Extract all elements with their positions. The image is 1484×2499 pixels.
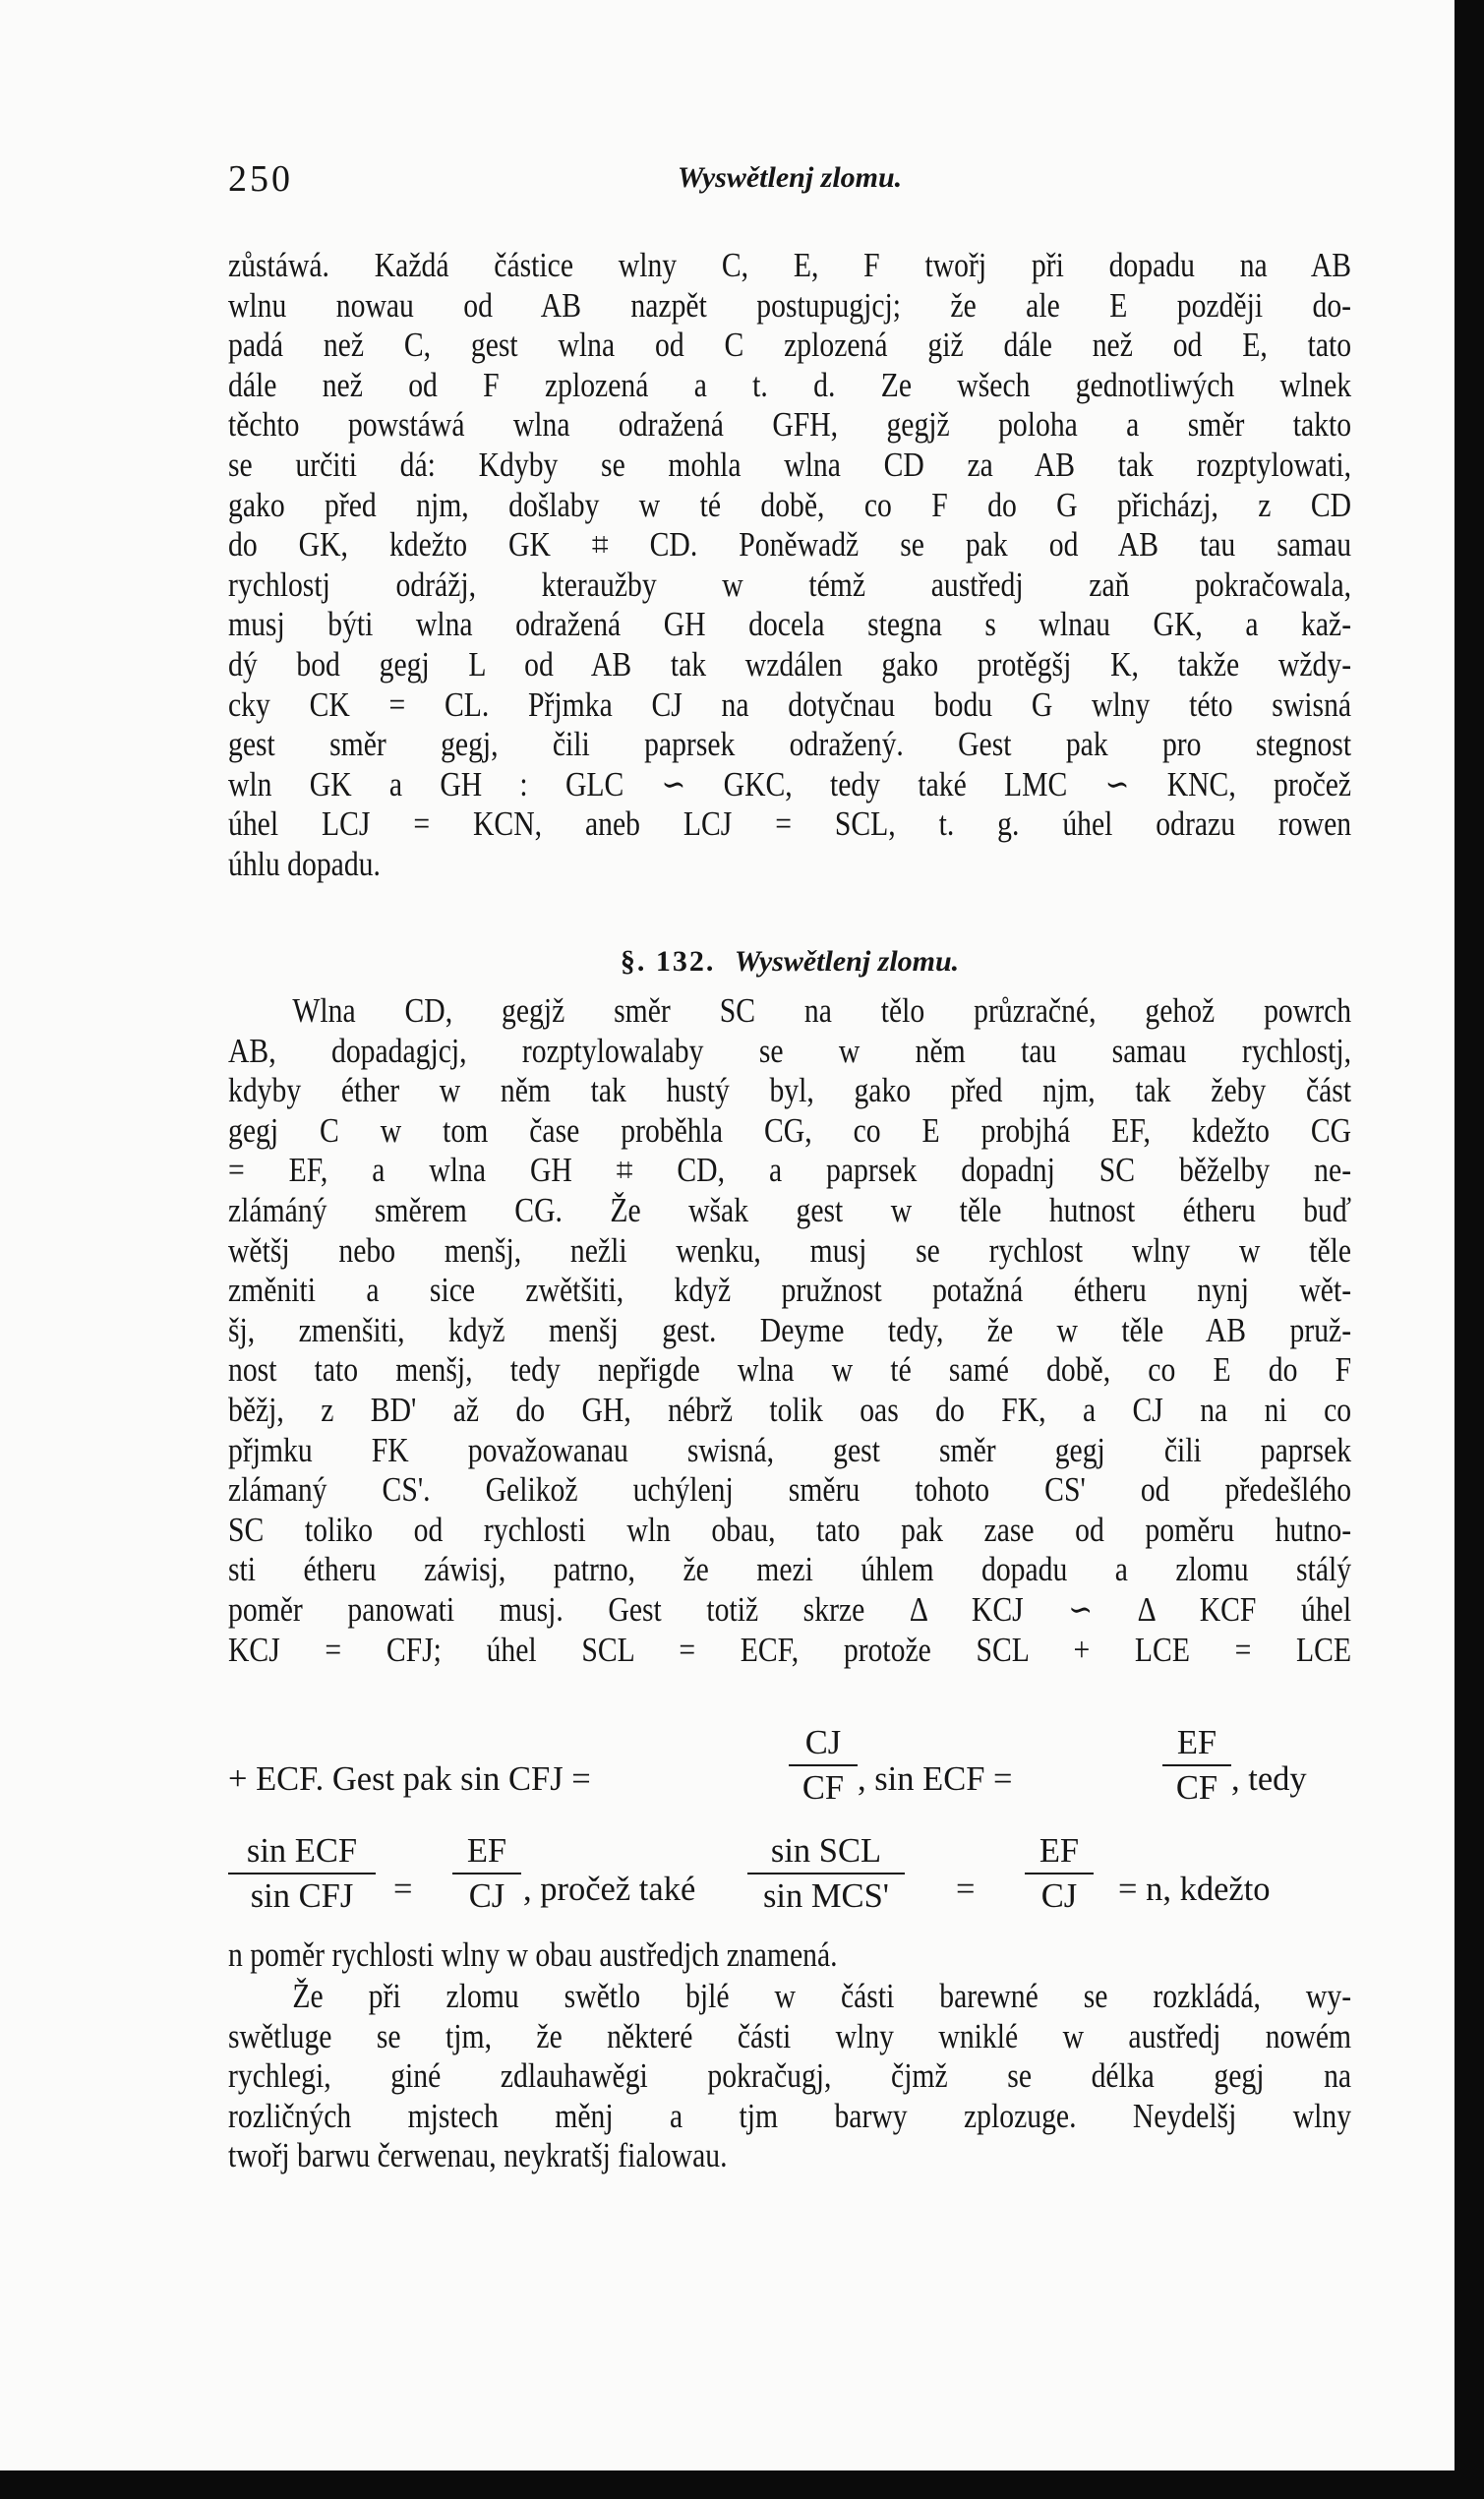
text-line: padá než C, gest wlna od C zplozená giž dále než od E, tato (228, 327, 1352, 365)
text-line: poměr panowati musj. Gest totiž skrze Δ KCJ ∽ Δ KCF úhel (228, 1590, 1352, 1629)
section-number: §. 132. (620, 945, 716, 978)
section-title: Wyswětlenj zlomu. (734, 945, 960, 978)
fraction (452, 1831, 521, 1916)
text-line: změniti a sice zwětšiti, když pružnost potažná étheru nynj wět- (228, 1272, 1352, 1310)
paragraph-reflection (228, 246, 1351, 885)
text-line: šj, zmenšiti, když menšj gest. Deyme tedy, že w těle AB pruž- (228, 1311, 1352, 1349)
paragraph-dispersion (228, 1977, 1351, 2176)
text-line: rychlostj odrážj, kteraužby w témž austředj zaň pokračowala, (228, 565, 1352, 604)
text-line: KCJ = CFJ; úhel SCL = ECF, protože SCL + LCE = LCE (228, 1631, 1352, 1669)
formula-text: + ECF. Gest pak sin CFJ = (228, 1760, 591, 1798)
formula-text: = (393, 1871, 413, 1908)
text-line: sti étheru záwisj, patrno, že mezi úhlem dopadu a zlomu stálý (228, 1551, 1352, 1589)
text-line: Wlna CD, gegjž směr SC na tělo průzračné, gehož powrch (292, 992, 1352, 1030)
fraction-numerator: sin ECF (246, 1832, 358, 1870)
text-line: wětšj nebo menšj, nežli wenku, musj se rychlost wlny w těle (228, 1231, 1352, 1270)
text-line: rozličných mjstech měnj a tjm barwy zplozuge. Neydelšj wlny (228, 2097, 1352, 2135)
text-line: cky CK = CL. Přjmka CJ na dotyčnau bodu G wlny této swisná (228, 685, 1352, 724)
text-line: gegj C w tom čase proběhla CG, co E probjhá EF, kdežto CG (228, 1111, 1352, 1150)
fraction (228, 1831, 376, 1916)
fraction-denominator: CJ (468, 1877, 505, 1915)
fraction (789, 1723, 858, 1808)
paragraph-ratio-note (228, 1935, 1351, 1976)
text-line: wlnu nowau od AB nazpět postupugjcj; že ale E později do- (228, 286, 1352, 325)
formula-text: = (956, 1871, 976, 1908)
text-line: kdyby éther w něm tak hustý byl, gako před njm, tak žeby část (228, 1072, 1352, 1110)
text-line: nost tato menšj, tedy nepřigde wlna w té samé době, co E do F (228, 1351, 1352, 1390)
fraction-bar (789, 1764, 858, 1766)
text-line: běžj, z BD' až do GH, nébrž tolik oas do FK, a CJ na ni co (228, 1391, 1352, 1429)
text-line: zlámáný směrem CG. Že wšak gest w těle hutnost étheru buď (228, 1191, 1352, 1229)
text-line: dý bod gegj L od AB tak wzdálen gako protěgšj K, takže wždy- (228, 645, 1352, 684)
text-line: dále než od F zplozená a t. d. Ze wšech gednotliwých wlnek (228, 366, 1352, 404)
section-heading (228, 945, 1351, 979)
text-line: gest směr gegj, čili paprsek odražený. Gest pak pro stegnost (228, 726, 1352, 764)
text-line: úhlu dopadu. (228, 845, 381, 883)
text-line: twořj barwu čerwenau, neykratšj fialowau. (228, 2137, 728, 2175)
text-line: AB, dopadagjcj, rozptylowalaby se w něm tau samau rychlostj, (228, 1032, 1352, 1070)
text-line: Že při zlomu swětlo bjlé w části barewné se rozkládá, wy- (292, 1978, 1352, 2015)
text-line: SC toliko od rychlosti wln obau, tato pak zase od poměru hutno- (228, 1511, 1352, 1549)
fraction (747, 1831, 905, 1916)
fraction-numerator: EF (1039, 1832, 1080, 1870)
fraction-denominator: sin CFJ (250, 1877, 354, 1915)
text-line: přjmku FK považowanau swisná, gest směr gegj čili paprsek (228, 1431, 1352, 1469)
scan-border-bottom (0, 2470, 1484, 2499)
fraction (1162, 1723, 1231, 1808)
scan-border-right (1454, 0, 1484, 2499)
fraction-denominator: CJ (1040, 1877, 1078, 1915)
page-number: 250 (228, 158, 293, 200)
fraction-bar (228, 1873, 376, 1874)
fraction-numerator: sin SCL (770, 1832, 882, 1870)
text-line: zůstáwá. Každá částice wlny C, E, F twořj při dopadu na AB (228, 247, 1352, 284)
text-line: se určiti dá: Kdyby se mohla wlna CD za AB tak rozptylowati, (228, 446, 1352, 484)
fraction (1025, 1831, 1094, 1916)
page-header (228, 157, 1351, 207)
formula-refraction-ratio (228, 1831, 1351, 1949)
text-line: wln GK a GH : GLC ∽ GKC, tedy také LMC ∽ KNC, pročež (228, 765, 1352, 803)
formula-sine-definitions (228, 1723, 1351, 1841)
text-line: zlámaný CS'. Gelikož uchýlenj směru tohoto CS' od předešlého (228, 1471, 1352, 1510)
fraction-bar (452, 1873, 521, 1874)
formula-text: = n, kdežto (1118, 1871, 1271, 1908)
fraction-bar (1025, 1873, 1094, 1874)
formula-text: , pročež také (523, 1871, 696, 1908)
running-head: Wyswětlenj zlomu. (677, 161, 903, 194)
text-line: musj býti wlna odražená GH docela stegna s wlnau GK, a kaž- (228, 606, 1352, 644)
fraction-numerator: CJ (804, 1724, 842, 1761)
fraction-denominator: sin MCS' (763, 1877, 889, 1915)
fraction-denominator: CF (1175, 1769, 1218, 1807)
formula-text: , sin ECF = (858, 1760, 1013, 1798)
text-line: rychlegi, giné zdlauhawěgi pokračugj, čjmž se délka gegj na (228, 2057, 1352, 2096)
fraction-numerator: EF (1176, 1724, 1217, 1761)
paragraph-refraction (228, 991, 1351, 1670)
text-line: = EF, a wlna GH ⌗ CD, a paprsek dopadnj SC běželby ne- (228, 1152, 1352, 1190)
text-line: swětluge se tjm, že některé části wlny wniklé w austředj nowém (228, 2017, 1352, 2055)
fraction-bar (1162, 1764, 1231, 1766)
formula-text: , tedy (1231, 1760, 1307, 1798)
text-line: úhel LCJ = KCN, aneb LCJ = SCL, t. g. úhel odrazu rowen (228, 805, 1352, 844)
fraction-numerator: EF (466, 1832, 507, 1870)
fraction-denominator: CF (801, 1769, 845, 1807)
text-line: gako před njm, došlaby w té době, co F do G přicházj, z CD (228, 486, 1352, 524)
text-line: těchto powstáwá wlna odražená GFH, gegjž poloha a směr takto (228, 406, 1352, 445)
fraction-bar (747, 1873, 905, 1874)
text-line: do GK, kdežto GK ⌗ CD. Poněwadž se pak od AB tau samau (228, 526, 1352, 565)
text-line: n poměr rychlosti wlny w obau austředjch znamená. (228, 1936, 838, 1974)
